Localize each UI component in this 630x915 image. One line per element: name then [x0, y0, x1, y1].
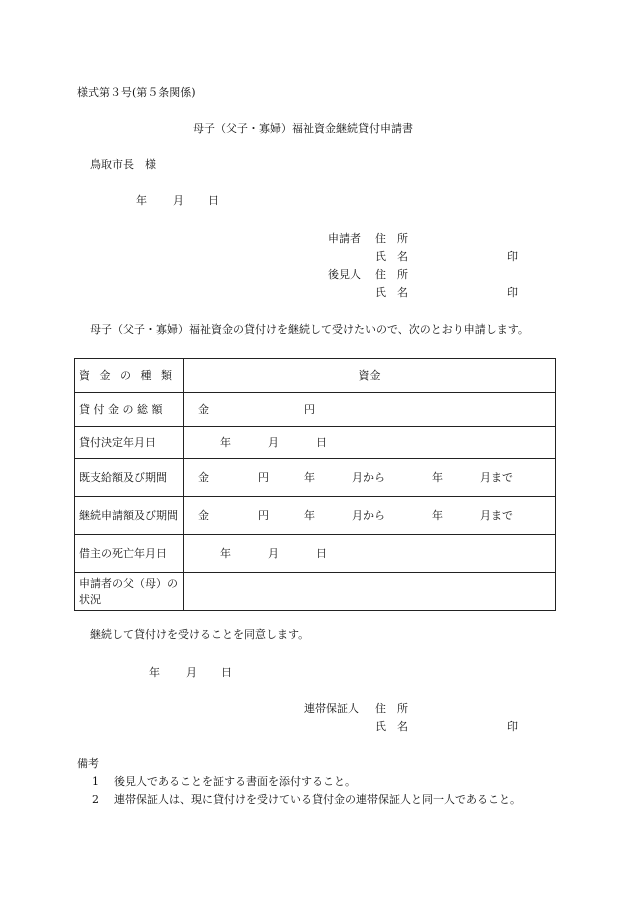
applicant-name-label: 氏 名	[375, 250, 408, 263]
note-item-text: 後見人であることを証する書面を添付すること。	[114, 775, 356, 788]
applicant-label: 申請者	[328, 232, 361, 245]
label-fund-type: 資 金 の 種 類	[75, 359, 184, 393]
date-month: 月	[186, 666, 197, 679]
table-row-death-date	[75, 535, 556, 573]
value-parent-status	[184, 573, 556, 611]
guarantor-label: 連帯保証人	[304, 702, 359, 715]
note-item-number: 2	[92, 793, 99, 806]
table-row-continuation-amount	[75, 497, 556, 535]
table-row-fund-type	[75, 359, 556, 393]
notes-heading: 備考	[77, 757, 99, 770]
date-month: 月	[173, 194, 184, 207]
guardian-name-label: 氏 名	[375, 286, 408, 299]
table-row-decision-date	[75, 427, 556, 459]
date-day: 日	[221, 666, 232, 679]
table-row-paid-amount	[75, 459, 556, 497]
label-parent-status: 申請者の父（母）の状況	[75, 573, 184, 611]
guardian-address-label: 住 所	[375, 268, 408, 281]
note-item-number: 1	[92, 775, 99, 788]
value-decision-date: 年 月 日	[184, 427, 556, 459]
consent-statement: 継続して貸付けを受けることを同意します。	[90, 628, 310, 641]
value-paid-amount: 金 円 年 月から 年 月まで	[184, 459, 556, 497]
value-continuation-amount: 金 円 年 月から 年 月まで	[184, 497, 556, 535]
form-number: 様式第３号(第５条関係)	[77, 86, 196, 99]
date-day: 日	[208, 194, 219, 207]
date-year: 年	[136, 194, 147, 207]
applicant-seal: 印	[507, 250, 518, 263]
label-total-amount: 貸 付 金 の 総 額	[75, 393, 184, 427]
value-death-date: 年 月 日	[184, 535, 556, 573]
label-continuation-amount: 継続申請額及び期間	[75, 497, 184, 535]
guarantor-seal: 印	[507, 720, 518, 733]
table-row-total-amount	[75, 393, 556, 427]
statement: 母子（父子・寡婦）福祉資金の貸付けを継続して受けたいので、次のとおり申請します。	[90, 323, 529, 336]
guarantor-address-label: 住 所	[375, 702, 408, 715]
guardian-seal: 印	[507, 286, 518, 299]
application-table	[74, 358, 556, 611]
note-item-text: 連帯保証人は、現に貸付けを受けている貸付金の連帯保証人と同一人であること。	[114, 793, 521, 806]
page-title: 母子（父子・寡婦）福祉資金継続貸付申請書	[193, 122, 413, 135]
applicant-address-label: 住 所	[375, 232, 408, 245]
value-fund-type: 資金	[184, 359, 556, 393]
guardian-label: 後見人	[328, 268, 361, 281]
date-year: 年	[149, 666, 160, 679]
addressee: 鳥取市長 様	[90, 158, 156, 171]
label-paid-amount: 既支給額及び期間	[75, 459, 184, 497]
label-death-date: 借主の死亡年月日	[75, 535, 184, 573]
guarantor-name-label: 氏 名	[375, 720, 408, 733]
value-total-amount: 金 円	[184, 393, 556, 427]
label-decision-date: 貸付決定年月日	[75, 427, 184, 459]
table-row-parent-status	[75, 573, 556, 611]
